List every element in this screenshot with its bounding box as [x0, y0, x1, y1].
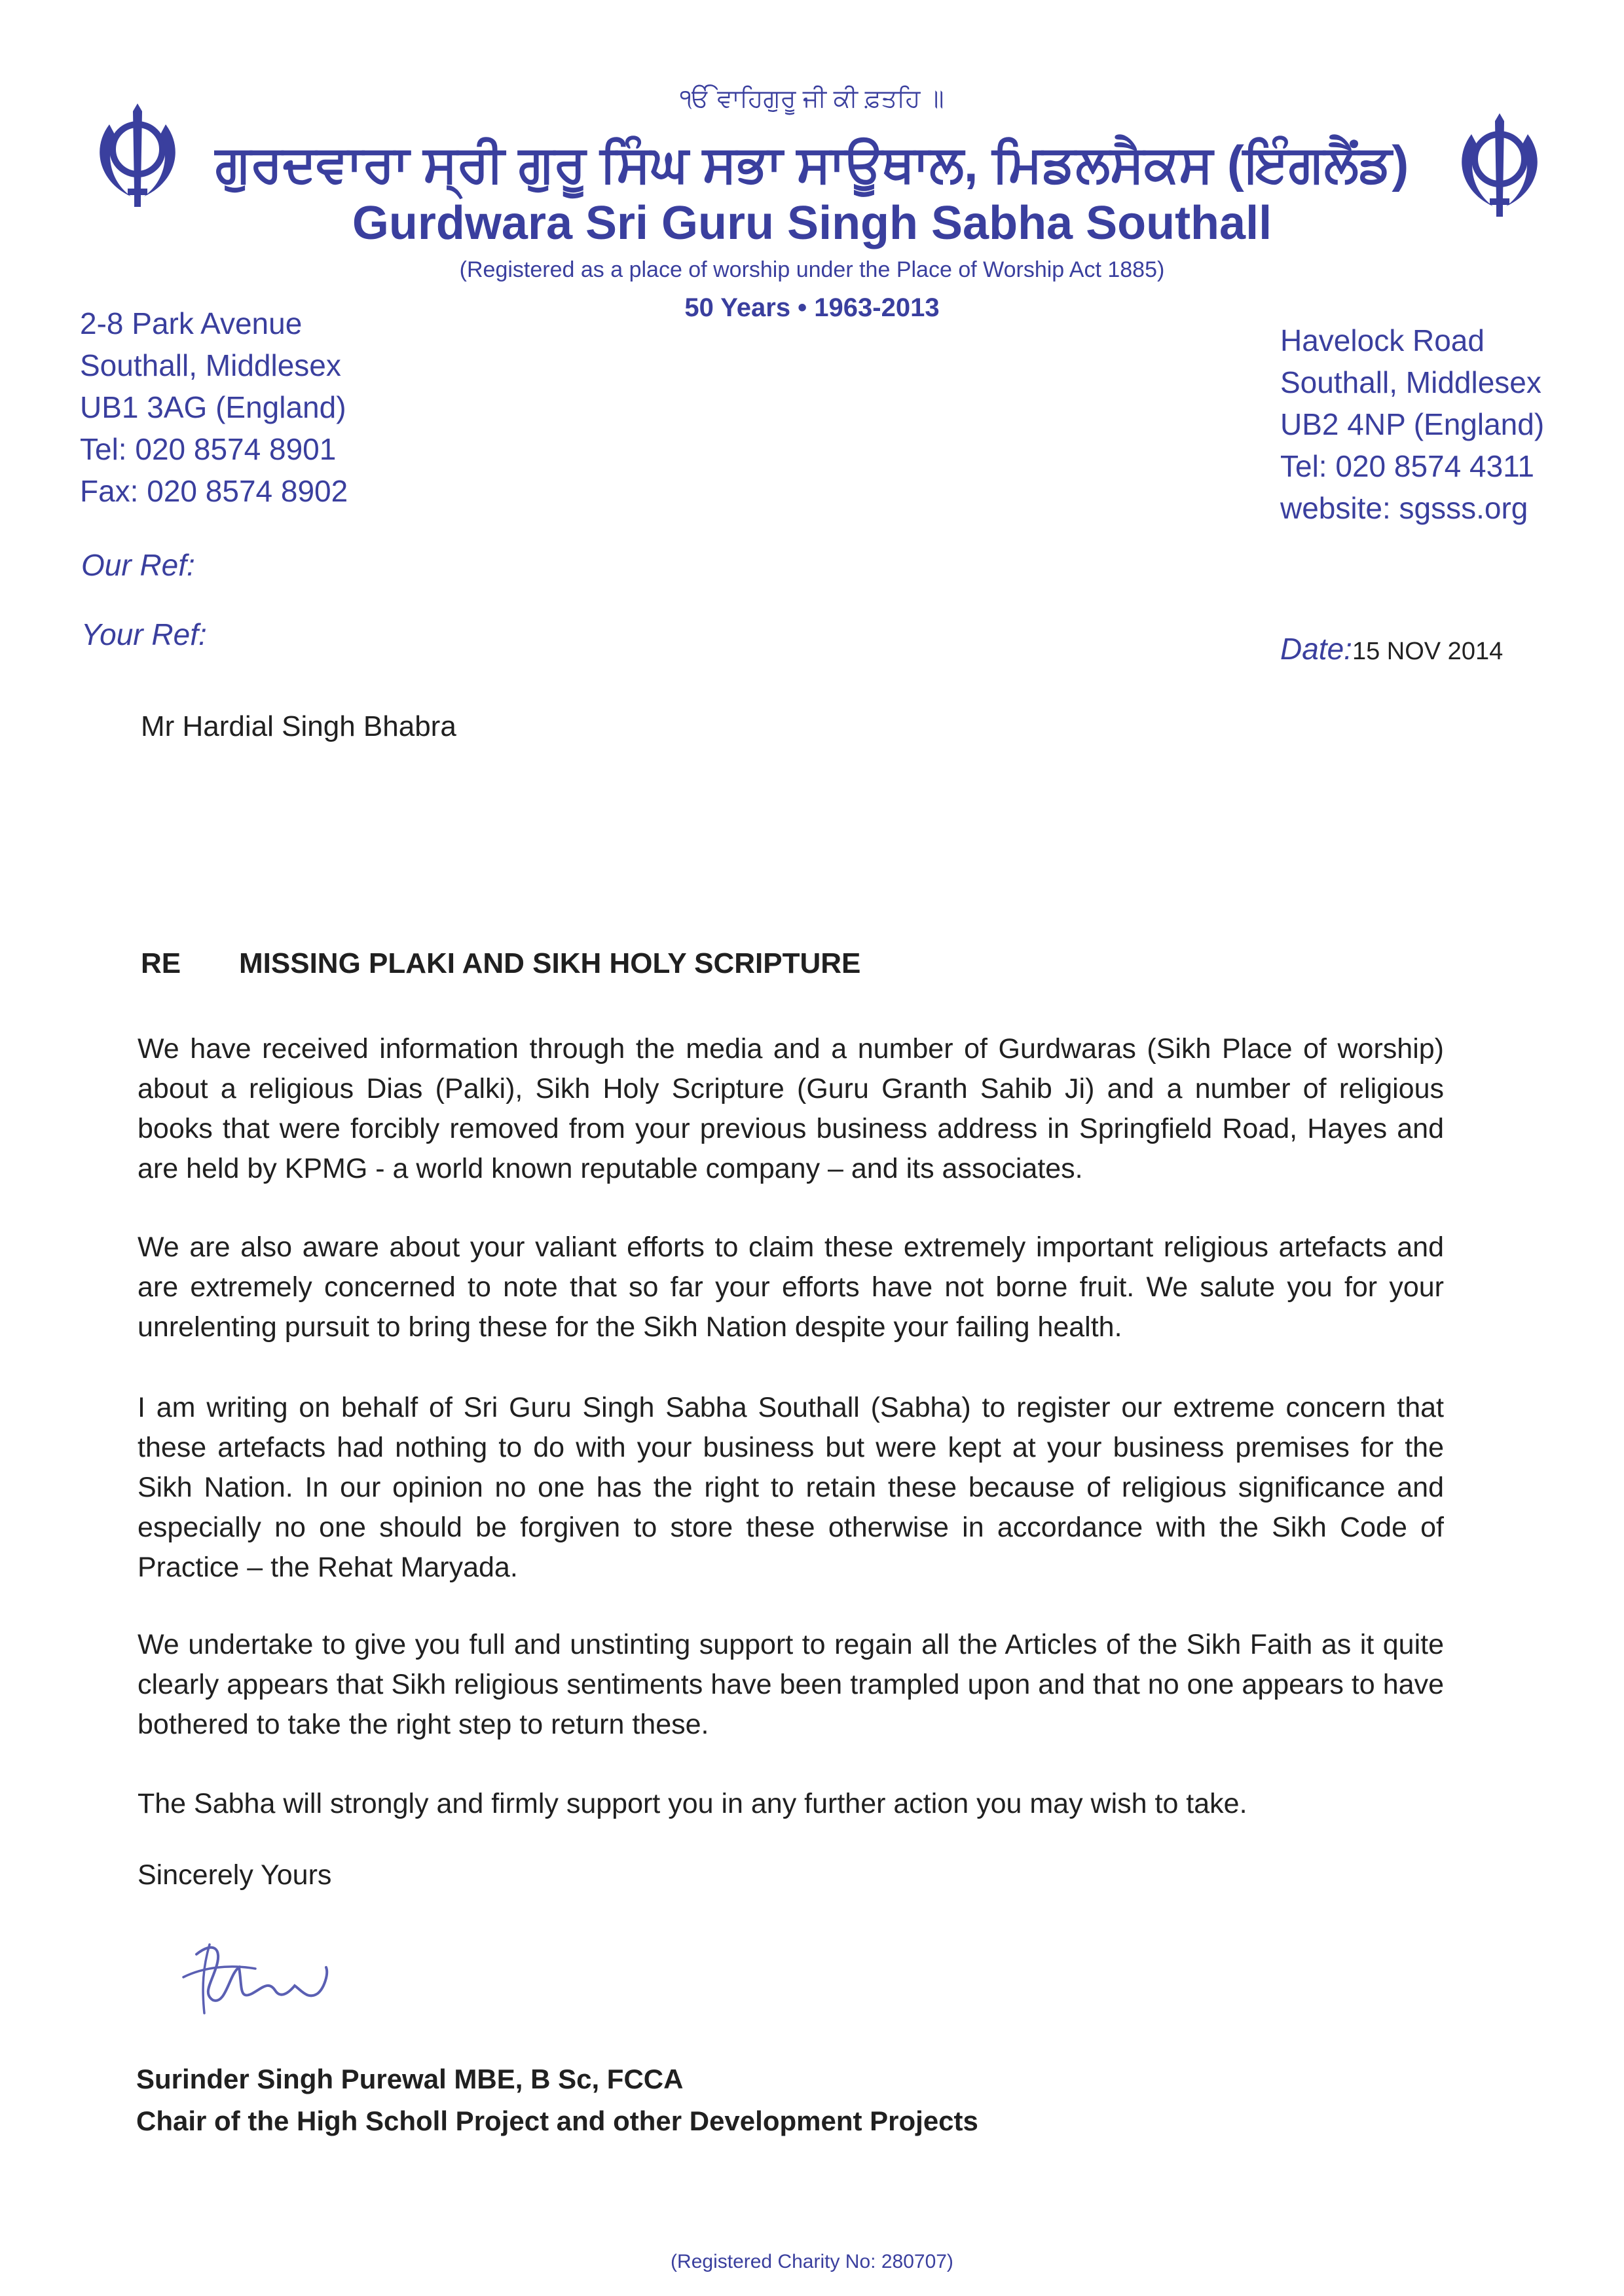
- signer-title: Chair of the High Scholl Project and other Development Projects: [136, 2105, 978, 2136]
- subject-label: RE: [141, 947, 181, 979]
- subject-text: MISSING PLAKI AND SIKH HOLY SCRIPTURE: [239, 947, 861, 979]
- registration-note: (Registered as a place of worship under the Place of Worship Act 1885): [459, 257, 1165, 282]
- header-gurmukhi-title: ਗੁਰਦਵਾਰਾ ਸ੍ਰੀ ਗੁਰੂ ਸਿੰਘ ਸਭਾ ਸਾਊਥਾਲ, ਮਿਡਲਸੈਕਸ (ਇੰਗਲੈਂਡ): [215, 135, 1409, 192]
- address-left-fax: Fax: 020 8574 8902: [80, 474, 348, 508]
- body-paragraph-3: I am writing on behalf of Sri Guru Singh Sabha Southall (Sabha) to register our extreme concern that these artefacts had nothing to do with your business but were kept at your business premises for the Sikh Nation. In our opinion no one has the right to retain these because of religious significance and especially no one should be forgiven to store these otherwise in accordance with the Sikh Code of Practice – the Rehat Maryada.: [138, 1392, 1444, 1583]
- address-right-line2: Southall, Middlesex: [1280, 365, 1541, 399]
- anniversary-label: 50 Years • 1963-2013: [684, 293, 940, 322]
- body-paragraph-2: We are also aware about your valiant efforts to claim these extremely important religious artefacts and are extremely concerned to note that so far your efforts have not borne fruit. We salute you for your unrelenting pursuit to bring these for the Sikh Nation despite your failing health.: [138, 1231, 1444, 1343]
- your-ref-label: Your Ref:: [81, 617, 207, 651]
- letterhead-title: Gurdwara Sri Guru Singh Sabha Southall: [352, 197, 1272, 249]
- body-paragraph-5: The Sabha will strongly and firmly support you in any further action you may wish to take.: [138, 1788, 1247, 1819]
- signer-name: Surinder Singh Purewal MBE, B Sc, FCCA: [136, 2064, 684, 2094]
- header-gurmukhi-invocation: ੴ ਵਾਹਿਗੁਰੂ ਜੀ ਕੀ ਫ਼ਤਹਿ ॥: [680, 85, 944, 113]
- closing-salutation: Sincerely Yours: [138, 1859, 332, 1891]
- date-value: 15 NOV 2014: [1352, 638, 1504, 665]
- body-paragraph-4: We undertake to give you full and unstinting support to regain all the Articles of the Sikh Faith as it quite clearly appears that Sikh religious sentiments have been trampled upon and that no one appears to have bothered to take the right step to return these.: [138, 1629, 1444, 1740]
- address-left: [80, 302, 348, 512]
- address-right-tel: Tel: 020 8574 4311: [1280, 449, 1534, 483]
- address-left-line2: Southall, Middlesex: [80, 348, 341, 382]
- address-left-line1: 2-8 Park Avenue: [80, 306, 303, 340]
- body-paragraph-1: We have received information through the media and a number of Gurdwaras (Sikh Place of worship) about a religious Dias (Palki), Sikh Holy Scripture (Guru Granth Sahib Ji) and a number of religious books that were forcibly removed from your previous business address in Springfield Road, Hayes and are held by KPMG - a world known reputable company – and its associates.: [138, 1033, 1444, 1184]
- address-right: [1280, 319, 1544, 529]
- recipient-name: Mr Hardial Singh Bhabra: [141, 710, 456, 742]
- address-right-line3: UB2 4NP (England): [1280, 407, 1545, 441]
- our-ref-label: Our Ref:: [81, 548, 195, 582]
- charity-number-footer: (Registered Charity No: 280707): [671, 2251, 953, 2272]
- date-label: Date:: [1280, 632, 1352, 666]
- address-left-line3: UB1 3AG (England): [80, 390, 346, 424]
- address-left-tel: Tel: 020 8574 8901: [80, 432, 337, 466]
- address-right-line1: Havelock Road: [1280, 323, 1485, 357]
- date-line: [1280, 631, 1503, 666]
- signature-mark: [177, 1928, 354, 2026]
- address-right-website: website: sgsss.org: [1280, 491, 1528, 525]
